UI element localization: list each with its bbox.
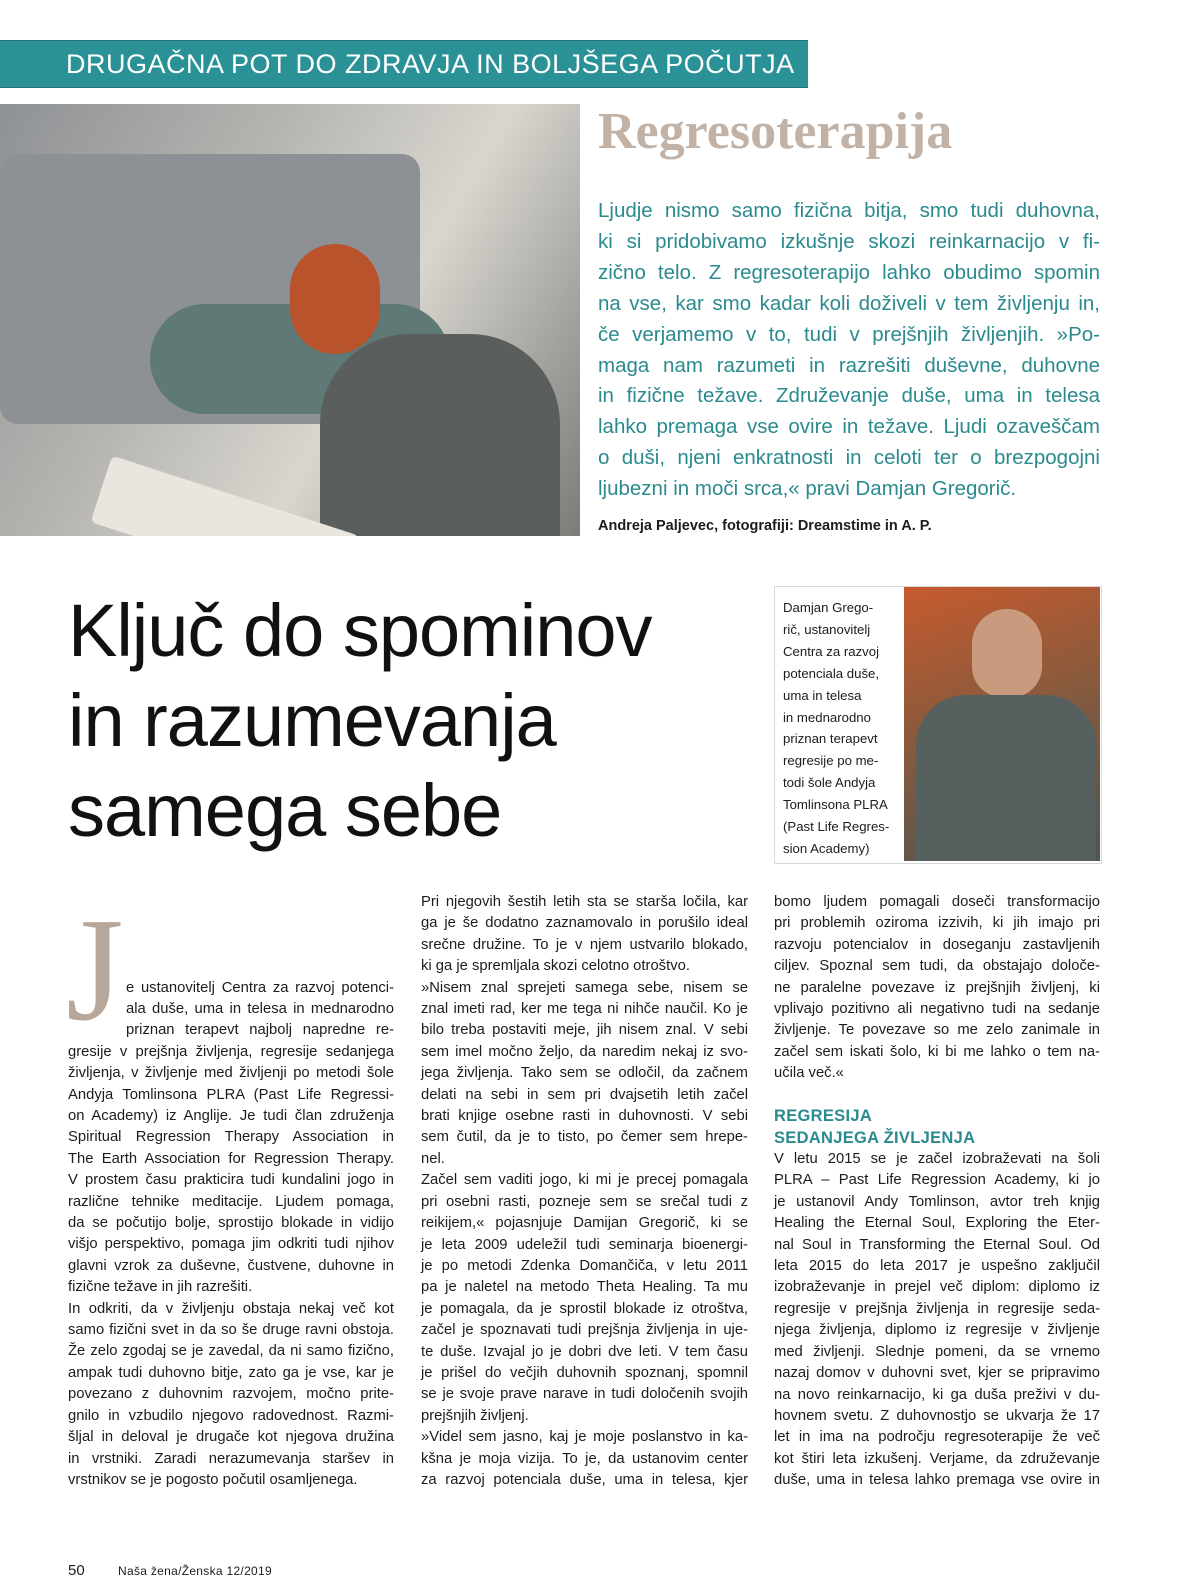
section-banner bbox=[0, 40, 808, 88]
body-line: gnilo in vzbudilo njegovo radovednost. Razmi- bbox=[68, 1407, 394, 1424]
body-line: e ustanovitelj Centra za razvoj potenci- bbox=[126, 979, 394, 996]
body-line: je ustanovil Andy Tomlinson, avtor treh knjig bbox=[774, 1193, 1100, 1210]
body-line: šljal in deloval je drugače kot njegova družina bbox=[68, 1429, 394, 1446]
body-line: ki ga je spremljala skozi celotno otroštvo. bbox=[421, 958, 690, 975]
body-line: različne tehnike meditacije. Ljudem pomaga, bbox=[68, 1193, 394, 1210]
body-line: je po metodi Zdenka Domančiča, v letu 2011 bbox=[421, 1257, 748, 1274]
therapist-shape bbox=[320, 334, 560, 536]
body-line: razvoju potencialov in doseganju zastavljenih bbox=[774, 936, 1100, 953]
body-line: kšna je moja vizija. To je, da ustanovim center bbox=[421, 1450, 748, 1467]
body-line: pri osebni rasti, pozneje sem se srečal tudi z bbox=[421, 1193, 748, 1210]
body-line: V letu 2015 se je začel izobraževati na šoli bbox=[774, 1151, 1100, 1168]
body-line: nel. bbox=[421, 1150, 445, 1167]
body-line: glavni vzrok za duševne, čustvene, duhovne in bbox=[68, 1257, 394, 1274]
body-line: nal Soul in Transforming the Eternal Soul. Od bbox=[774, 1236, 1100, 1253]
intro-line: zično telo. Z regresoterapijo lahko obudimo spomin bbox=[598, 260, 1100, 284]
caption-line: (Past Life Regres- bbox=[783, 819, 890, 835]
body-line: gresije v prejšnja življenja, regresije sedanjega bbox=[68, 1043, 394, 1060]
body-line: pri problemih oziroma izzivih, ki jih imajo pri bbox=[774, 915, 1100, 932]
body-line: The Earth Association for Regression Therapy. bbox=[68, 1150, 394, 1167]
body-line: PLRA – Past Life Regression Academy, ki jo bbox=[774, 1172, 1100, 1189]
body-line: začel sem iskati šolo, ki bi me lahko o tem na- bbox=[774, 1043, 1100, 1060]
article-column-2 bbox=[421, 892, 748, 1491]
body-line: učila več.« bbox=[774, 1065, 844, 1082]
body-line: je prišel do večjih duhovnih spoznanj, spomnil bbox=[421, 1364, 748, 1381]
caption-line: rič, ustanovitelj bbox=[783, 621, 871, 637]
body-line: leta 2015 do leta 2017 je uspešno zaključil bbox=[774, 1258, 1100, 1275]
body-line: bomo ljudem pomagali doseči transformacijo bbox=[774, 894, 1100, 910]
body-line: jega življenja. Tako sem se odločil, da začnem bbox=[421, 1065, 748, 1082]
headline-line: samega sebe bbox=[68, 769, 502, 852]
intro-paragraph bbox=[598, 196, 1100, 505]
paragraph-spacer bbox=[774, 1085, 1100, 1106]
body-line: za razvoj potenciala duše, uma in telesa, kjer bbox=[421, 1471, 748, 1488]
body-line: duše, uma in telesa lahko premaga vse ovire in bbox=[774, 1472, 1100, 1489]
body-line: Začel sem vaditi jogo, ki mi je precej pomagala bbox=[421, 1172, 748, 1189]
intro-line: maga nam razumeti in razrešiti duševne, duhovne bbox=[598, 353, 1100, 377]
body-line: prejšnjih življenj. bbox=[421, 1407, 529, 1424]
caption-line: Tomlinsona PLRA bbox=[783, 797, 888, 813]
article-column-3 bbox=[774, 892, 1100, 1492]
body-line: znal imeti rad, ker me tega ni nihče naučil. Ko je bbox=[421, 1001, 748, 1018]
body-line: vrstnikov se je pogosto počutil osamljenega. bbox=[68, 1471, 358, 1488]
article-column-1 bbox=[66, 888, 394, 1491]
dropcap-spacer bbox=[68, 892, 394, 913]
body-line: izobraževanje in prejel več diplom: diplomo iz bbox=[774, 1279, 1100, 1296]
intro-line: lahko premaga vse ovire in težave. Ljudi ozaveščam bbox=[598, 415, 1100, 439]
body-line: bilo treba postaviti meje, jih nisem znal. V sebi bbox=[421, 1022, 748, 1039]
caption-line: regresije po me- bbox=[783, 753, 879, 769]
headline-line: Ključ do spominov bbox=[68, 589, 652, 672]
body-line: reikijem,« pojasnjuje Damijan Gregorič, ki se bbox=[421, 1215, 748, 1232]
body-line: ga je še dodatno zaznamovalo in porušilo ideal bbox=[421, 915, 748, 932]
intro-line: Ljudje nismo samo fizična bitja, smo tudi duhovna, bbox=[598, 199, 1100, 222]
caption-line: todi šole Andyja bbox=[783, 775, 876, 791]
body-line: njega življenja, diplomo iz regresije v življenje bbox=[774, 1322, 1100, 1339]
body-line: in vrstniki. Zaradi nerazumevanja staršev in bbox=[68, 1450, 394, 1467]
subheading-line: SEDANJEGA ŽIVLJENJA bbox=[774, 1128, 976, 1147]
body-line: se je svoje prave narave in tudi določenih svojih bbox=[421, 1386, 748, 1403]
intro-line: in fizične težave. Združevanje duše, uma in telesa bbox=[598, 384, 1100, 408]
banner-text: DRUGAČNA POT DO ZDRAVJA IN BOLJŠEGA POČUTJA bbox=[66, 49, 795, 79]
article-headline bbox=[68, 586, 652, 856]
headline-line: in razumevanja bbox=[68, 679, 556, 762]
hero-photo-therapy-session bbox=[0, 104, 580, 536]
body-line: ne paralelne povezave iz prejšnjih življenj, ki bbox=[774, 979, 1100, 996]
body-line: samo fizični svet in da so še druge ravni obstoja. bbox=[68, 1322, 394, 1339]
body-line: Spiritual Regression Therapy Association in bbox=[68, 1129, 394, 1146]
body-line: regresije v prejšnja življenja in regresije seda- bbox=[774, 1300, 1100, 1317]
body-line: hovnem svetu. Z duhovnostjo se ukvarja že 17 bbox=[774, 1407, 1100, 1424]
intro-line: na vse, kar smo kadar koli doživeli v tem življenju in, bbox=[598, 291, 1100, 315]
body-line: Pri njegovih šestih letih sta se starša ločila, kar bbox=[421, 894, 748, 910]
dropcap-spacer bbox=[68, 935, 394, 956]
body-line: povezano z duhovnim razvojem, močno prite- bbox=[68, 1386, 394, 1403]
author-credit: Andreja Paljevec, fotografiji: Dreamstime in A. P. bbox=[598, 518, 932, 534]
dropcap-spacer bbox=[68, 913, 394, 934]
body-line: ala duše, uma in telesa in mednarodno bbox=[126, 1000, 394, 1017]
caption-line: Centra za razvoj bbox=[783, 643, 880, 659]
body-line: ampak tudi duhovno bitje, zato ga je vse, kar je bbox=[68, 1364, 394, 1381]
body-line: delati na sebi in sem pri dvajsetih letih začel bbox=[421, 1086, 748, 1103]
body-line: fizične težave in jih razrešiti. bbox=[68, 1279, 253, 1296]
caption-line: Damjan Grego- bbox=[783, 600, 874, 615]
body-line: da se počutijo bolje, sprostijo blokade in vidijo bbox=[68, 1215, 394, 1232]
body-line: je pomagala, da je sprostil blokade iz otroštva, bbox=[421, 1300, 748, 1317]
body-line: let in ima na področju regresoterapije že več bbox=[774, 1429, 1100, 1446]
portrait-caption bbox=[783, 597, 905, 860]
caption-line: in mednarodno bbox=[783, 709, 871, 725]
caption-line: sion Academy) bbox=[783, 840, 870, 856]
page-number: 50 bbox=[68, 1562, 85, 1579]
intro-line: ki si pridobivamo izkušnje skozi reinkarnacijo v fi- bbox=[598, 229, 1100, 253]
body-line: brati knjige osebne rasti in duhovnosti. V sebi bbox=[421, 1108, 748, 1125]
caption-line: uma in telesa bbox=[783, 687, 862, 703]
body-line: »Nisem znal sprejeti samega sebe, nisem se bbox=[421, 979, 748, 996]
portrait-head-shape bbox=[972, 609, 1042, 697]
red-hair-shape bbox=[290, 244, 380, 354]
caption-line: potenciala duše, bbox=[783, 665, 880, 681]
subheading-line: REGRESIJA bbox=[774, 1107, 873, 1126]
body-line: med življenji. Slednje pomeni, da se vrnemo bbox=[774, 1343, 1100, 1360]
intro-line: če verjamemo v to, tudi v prejšnjih življenjih. »Po- bbox=[598, 322, 1100, 346]
drop-cap: J bbox=[66, 888, 124, 1052]
body-line: višjo perspektivo, pomaga jim odkriti tudi njihov bbox=[68, 1236, 394, 1253]
body-line: Že zelo zgodaj se je zavedal, da ni samo fizično, bbox=[68, 1343, 394, 1360]
intro-line: o duši, njeni enkratnosti in celoti ter o brezpogojni bbox=[598, 446, 1100, 470]
body-line: življenja, v življenje med življenji po metodi šole bbox=[68, 1065, 394, 1082]
body-line: pa je naletel na metodo Theta Healing. Ta mu bbox=[421, 1279, 748, 1296]
body-line: on Academy) iz Anglije. Je tudi član združenja bbox=[68, 1108, 394, 1124]
body-line: »Videl sem jasno, kaj je moje poslanstvo in ka- bbox=[421, 1429, 748, 1446]
body-line: življenje. Te povezave so me zelo zanimale in bbox=[774, 1022, 1100, 1039]
dropcap-spacer bbox=[68, 956, 394, 977]
body-line: te duše. Izvajal jo je dobri dve leti. V tem času bbox=[421, 1343, 748, 1360]
body-line: začel je spoznavati tudi prejšnja življenja in uje- bbox=[421, 1322, 748, 1339]
body-line: vplivajo pozitivno ali negativno tudi na sedanje bbox=[774, 1001, 1100, 1018]
section-title: Regresoterapija bbox=[598, 103, 953, 160]
caption-line: priznan terapevt bbox=[783, 731, 878, 747]
body-line: sem čutil, da je to tisto, po čemer sem hrepe- bbox=[421, 1129, 748, 1146]
body-line: ciljev. Spoznal sem tudi, da obstajajo določe- bbox=[774, 958, 1100, 975]
body-line: srečne družine. To je v njem ustvarilo blokado, bbox=[421, 936, 748, 953]
body-line: priznan terapevt najbolj napredne re- bbox=[126, 1022, 394, 1039]
portrait-body-shape bbox=[916, 695, 1096, 861]
body-line: sem imel močno željo, da naredim nekaj iz svo- bbox=[421, 1043, 748, 1060]
body-line: kot štiri leta izkušenj. Verjame, da združevanje bbox=[774, 1450, 1100, 1467]
body-line: je leta 2009 udeležil tudi seminarja bioenergi- bbox=[421, 1236, 748, 1253]
magazine-issue: Naša žena/Ženska 12/2019 bbox=[118, 1564, 272, 1578]
intro-line: ljubezni in moči srca,« pravi Damjan Gregorič. bbox=[598, 477, 1017, 501]
body-line: V prostem času prakticira tudi kundalini jogo in bbox=[68, 1172, 394, 1189]
body-line: Andyja Tomlinsona PLRA (Past Life Regressi- bbox=[68, 1086, 394, 1103]
body-line: Healing the Eternal Soul, Exploring the Eter- bbox=[774, 1215, 1100, 1232]
body-line: na novo reinkarnacijo, ki ga duša preživi v du- bbox=[774, 1386, 1100, 1403]
portrait-photo bbox=[904, 587, 1100, 861]
body-line: nazaj domov v duhovni svet, kjer se pripravimo bbox=[774, 1365, 1100, 1382]
body-line: In odkriti, da v življenju obstaja nekaj več kot bbox=[68, 1300, 394, 1317]
